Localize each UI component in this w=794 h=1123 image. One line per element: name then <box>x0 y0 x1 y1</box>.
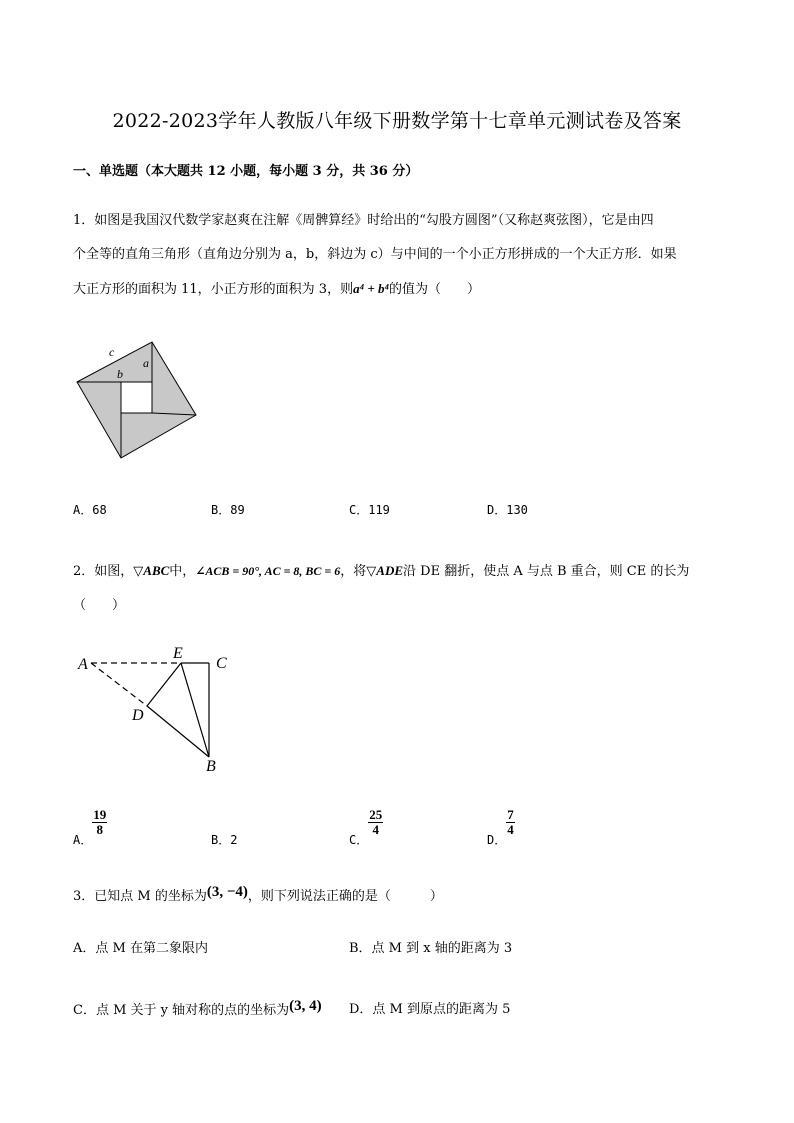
label-B: B <box>206 758 216 775</box>
q3-optc-coord: (3, 4) <box>289 998 322 1014</box>
q2-mid: 中， <box>169 564 196 579</box>
q2-option-c[interactable]: C． $\frac{25}{4}$ <box>349 807 383 847</box>
q2-post1: ，将 <box>340 564 367 579</box>
q2-post2: 沿 DE 翻折，使点 A 与点 B 重合，则 CE 的长为 <box>403 564 690 579</box>
q2-line1 <box>73 560 689 579</box>
q1-line1: 1．如图是我国汉代数学家赵爽在注解《周髀算经》时给出的“勾股方圆图”（又称赵爽弦图），它是由四 <box>73 213 654 228</box>
label-E: E <box>173 645 183 662</box>
q3-stem <box>73 884 443 904</box>
q2-option-d[interactable]: D． $\frac{7}{4}$ <box>487 807 514 847</box>
q1-line3-post: 的值为（ ） <box>389 282 481 297</box>
q2-line2: （ ） <box>73 598 126 613</box>
section-heading: 一、单选题（本大题共 12 小题，每小题 3 分，共 36 分） <box>73 164 419 179</box>
q2-triangle-abc: ▽ABC <box>133 563 170 578</box>
q1-math-expr: a⁴ + b⁴ <box>353 281 390 296</box>
q3-coord: (3, −4) <box>206 884 248 900</box>
q2-condition: ∠ACB = 90°, AC = 8, BC = 6 <box>195 564 341 578</box>
triangle-fold-figure <box>72 640 242 780</box>
q2-triangle-ade: ▽ADE <box>366 563 404 578</box>
label-A: A <box>78 656 88 673</box>
q3-option-c[interactable]: C．点 M 关于 y 轴对称的点的坐标为(3, 4) <box>73 998 322 1018</box>
q3-option-b[interactable]: B．点 M 到 x 轴的距离为 3 <box>349 941 513 956</box>
label-c: c <box>109 345 115 359</box>
q1-line3-pre: 大正方形的面积为 11，小正方形的面积为 3，则 <box>73 282 354 297</box>
q1-option-b[interactable]: B．89 <box>211 503 245 517</box>
q3-pre: 3．已知点 M 的坐标为 <box>73 889 207 904</box>
page-title: 2022-2023学年人教版八年级下册数学第十七章单元测试卷及答案 <box>112 110 682 132</box>
q1-option-a[interactable]: A．68 <box>73 503 107 517</box>
q3-option-d[interactable]: D．点 M 到原点的距离为 5 <box>349 1002 511 1017</box>
label-D: D <box>132 707 144 724</box>
q2-option-b[interactable]: B．2 <box>211 833 238 847</box>
q1-line3 <box>73 278 480 297</box>
q3-option-a[interactable]: A．点 M 在第二象限内 <box>73 941 208 956</box>
label-C: C <box>216 655 227 672</box>
label-a: a <box>143 356 149 370</box>
q2-pre: 2．如图， <box>73 564 134 579</box>
q1-option-d[interactable]: D．130 <box>487 503 528 517</box>
q2-option-a[interactable]: A． $\frac{19}{8}$ <box>73 807 107 847</box>
zhao-shuang-figure <box>72 335 202 463</box>
label-b: b <box>117 367 123 381</box>
q1-line2: 个全等的直角三角形（直角边分别为 a，b，斜边为 c）与中间的一个小正方形拼成的一个大正方形．如果 <box>73 247 677 262</box>
q3-post: ，则下列说法正确的是（ ） <box>247 889 443 904</box>
q1-option-c[interactable]: C．119 <box>349 503 390 517</box>
